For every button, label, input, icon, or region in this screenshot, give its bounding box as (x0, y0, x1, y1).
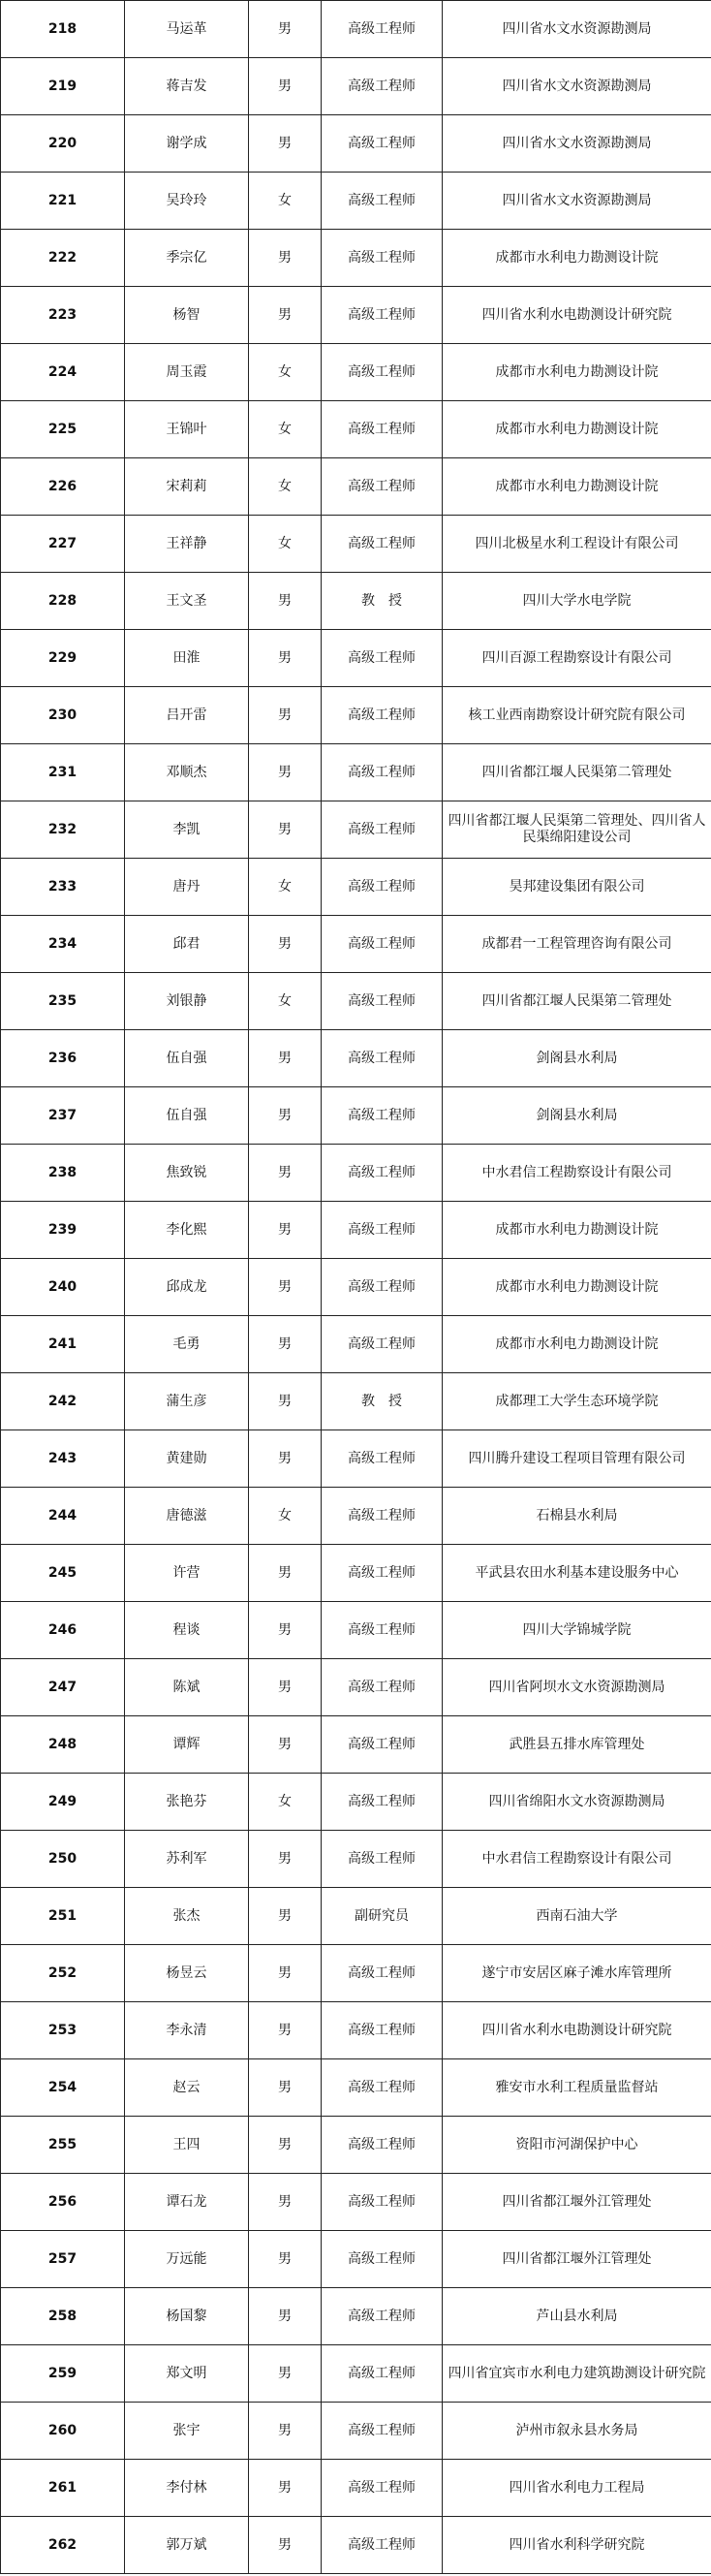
person-name: 郑文明 (125, 2345, 249, 2403)
table-row (1, 2403, 711, 2460)
work-unit: 成都市水利电力勘测设计院 (443, 1202, 711, 1259)
gender: 男 (249, 801, 322, 859)
work-unit: 成都市水利电力勘测设计院 (443, 1259, 711, 1316)
person-name: 程谈 (125, 1602, 249, 1659)
row-number: 244 (1, 1488, 125, 1545)
professional-title: 高级工程师 (322, 1259, 443, 1316)
work-unit: 雅安市水利工程质量监督站 (443, 2059, 711, 2117)
work-unit: 中水君信工程勘察设计有限公司 (443, 1831, 711, 1888)
person-name: 万远能 (125, 2231, 249, 2288)
gender: 男 (249, 1545, 322, 1602)
gender: 女 (249, 458, 322, 516)
person-name: 李永清 (125, 2002, 249, 2059)
work-unit: 四川省水文水资源勘测局 (443, 115, 711, 173)
gender: 男 (249, 230, 322, 287)
row-number: 235 (1, 973, 125, 1030)
person-name: 谭辉 (125, 1716, 249, 1774)
table-row (1, 1259, 711, 1316)
gender: 男 (249, 115, 322, 173)
work-unit: 四川省都江堰人民渠第二管理处、四川省人民渠绵阳建设公司 (443, 801, 711, 859)
person-name: 李付林 (125, 2460, 249, 2517)
professional-title: 高级工程师 (322, 1659, 443, 1716)
gender: 男 (249, 1259, 322, 1316)
work-unit: 石棉县水利局 (443, 1488, 711, 1545)
roster-body (1, 1, 711, 2574)
work-unit: 武胜县五排水库管理处 (443, 1716, 711, 1774)
work-unit: 资阳市河湖保护中心 (443, 2117, 711, 2174)
professional-title: 高级工程师 (322, 2117, 443, 2174)
table-row (1, 458, 711, 516)
person-name: 王文圣 (125, 573, 249, 630)
table-row (1, 1430, 711, 1488)
row-number: 250 (1, 1831, 125, 1888)
table-row (1, 1316, 711, 1373)
work-unit: 昊邦建设集团有限公司 (443, 859, 711, 916)
professional-title: 高级工程师 (322, 173, 443, 230)
row-number: 237 (1, 1087, 125, 1145)
professional-title: 高级工程师 (322, 1831, 443, 1888)
row-number: 258 (1, 2288, 125, 2345)
person-name: 宋莉莉 (125, 458, 249, 516)
table-row (1, 2288, 711, 2345)
row-number: 257 (1, 2231, 125, 2288)
row-number: 231 (1, 744, 125, 801)
professional-title: 高级工程师 (322, 2059, 443, 2117)
person-name: 王祥静 (125, 516, 249, 573)
table-row (1, 401, 711, 458)
person-name: 吴玲玲 (125, 173, 249, 230)
table-row (1, 287, 711, 344)
work-unit: 西南石油大学 (443, 1888, 711, 1945)
professional-title: 高级工程师 (322, 2002, 443, 2059)
professional-title: 高级工程师 (322, 1488, 443, 1545)
row-number: 223 (1, 287, 125, 344)
professional-title: 高级工程师 (322, 1774, 443, 1831)
table-row (1, 2117, 711, 2174)
table-row (1, 1202, 711, 1259)
person-name: 邓顺杰 (125, 744, 249, 801)
row-number: 232 (1, 801, 125, 859)
gender: 男 (249, 2517, 322, 2574)
gender: 男 (249, 2288, 322, 2345)
professional-title: 高级工程师 (322, 1545, 443, 1602)
row-number: 248 (1, 1716, 125, 1774)
work-unit: 中水君信工程勘察设计有限公司 (443, 1145, 711, 1202)
work-unit: 四川百源工程勘察设计有限公司 (443, 630, 711, 687)
table-row (1, 1888, 711, 1945)
gender: 男 (249, 1716, 322, 1774)
work-unit: 四川省水利电力工程局 (443, 2460, 711, 2517)
row-number: 259 (1, 2345, 125, 2403)
row-number: 230 (1, 687, 125, 744)
row-number: 233 (1, 859, 125, 916)
gender: 女 (249, 173, 322, 230)
row-number: 236 (1, 1030, 125, 1087)
professional-title: 高级工程师 (322, 516, 443, 573)
person-name: 赵云 (125, 2059, 249, 2117)
table-row (1, 173, 711, 230)
professional-title: 高级工程师 (322, 401, 443, 458)
person-name: 杨昱云 (125, 1945, 249, 2002)
gender: 男 (249, 1602, 322, 1659)
work-unit: 四川大学水电学院 (443, 573, 711, 630)
person-name: 王四 (125, 2117, 249, 2174)
work-unit: 四川大学锦城学院 (443, 1602, 711, 1659)
table-row (1, 1831, 711, 1888)
row-number: 255 (1, 2117, 125, 2174)
professional-title: 高级工程师 (322, 2345, 443, 2403)
professional-title: 高级工程师 (322, 1602, 443, 1659)
work-unit: 四川省都江堰外江管理处 (443, 2174, 711, 2231)
gender: 男 (249, 916, 322, 973)
gender: 男 (249, 2231, 322, 2288)
professional-title: 高级工程师 (322, 1716, 443, 1774)
table-row (1, 1602, 711, 1659)
work-unit: 成都市水利电力勘测设计院 (443, 1316, 711, 1373)
row-number: 219 (1, 58, 125, 115)
professional-title: 高级工程师 (322, 744, 443, 801)
table-row (1, 801, 711, 859)
professional-title: 高级工程师 (322, 1145, 443, 1202)
gender: 男 (249, 630, 322, 687)
work-unit: 成都市水利电力勘测设计院 (443, 344, 711, 401)
gender: 男 (249, 1, 322, 58)
work-unit: 四川省阿坝水文水资源勘测局 (443, 1659, 711, 1716)
table-row (1, 1945, 711, 2002)
work-unit: 核工业西南勘察设计研究院有限公司 (443, 687, 711, 744)
gender: 男 (249, 1373, 322, 1430)
person-name: 马运革 (125, 1, 249, 58)
row-number: 220 (1, 115, 125, 173)
person-name: 谢学成 (125, 115, 249, 173)
person-name: 蒋吉发 (125, 58, 249, 115)
professional-title: 高级工程师 (322, 287, 443, 344)
table-row (1, 744, 711, 801)
table-row (1, 1488, 711, 1545)
professional-title: 高级工程师 (322, 2288, 443, 2345)
table-row (1, 2002, 711, 2059)
gender: 男 (249, 1659, 322, 1716)
professional-title: 高级工程师 (322, 630, 443, 687)
work-unit: 四川腾升建设工程项目管理有限公司 (443, 1430, 711, 1488)
row-number: 218 (1, 1, 125, 58)
table-row (1, 630, 711, 687)
table-row (1, 2460, 711, 2517)
table-row (1, 58, 711, 115)
gender: 男 (249, 1087, 322, 1145)
work-unit: 成都市水利电力勘测设计院 (443, 401, 711, 458)
work-unit: 成都市水利电力勘测设计院 (443, 230, 711, 287)
table-row (1, 1659, 711, 1716)
table-row (1, 2174, 711, 2231)
table-row (1, 859, 711, 916)
person-name: 伍自强 (125, 1030, 249, 1087)
professional-title: 高级工程师 (322, 1, 443, 58)
professional-title: 教 授 (322, 1373, 443, 1430)
gender: 男 (249, 2002, 322, 2059)
person-name: 王锦叶 (125, 401, 249, 458)
work-unit: 四川省都江堰人民渠第二管理处 (443, 973, 711, 1030)
person-name: 伍自强 (125, 1087, 249, 1145)
person-name: 张宇 (125, 2403, 249, 2460)
person-name: 邱君 (125, 916, 249, 973)
gender: 女 (249, 344, 322, 401)
professional-title: 高级工程师 (322, 1202, 443, 1259)
row-number: 251 (1, 1888, 125, 1945)
gender: 男 (249, 1316, 322, 1373)
professional-title: 高级工程师 (322, 1316, 443, 1373)
person-name: 李化熙 (125, 1202, 249, 1259)
person-name: 张艳芬 (125, 1774, 249, 1831)
work-unit: 四川省都江堰人民渠第二管理处 (443, 744, 711, 801)
work-unit: 四川省水文水资源勘测局 (443, 58, 711, 115)
professional-title: 高级工程师 (322, 801, 443, 859)
person-name: 吕开雷 (125, 687, 249, 744)
work-unit: 四川省都江堰外江管理处 (443, 2231, 711, 2288)
person-name: 杨智 (125, 287, 249, 344)
gender: 男 (249, 1945, 322, 2002)
person-name: 唐丹 (125, 859, 249, 916)
gender: 男 (249, 687, 322, 744)
gender: 女 (249, 973, 322, 1030)
gender: 男 (249, 58, 322, 115)
row-number: 240 (1, 1259, 125, 1316)
table-row (1, 1145, 711, 1202)
row-number: 261 (1, 2460, 125, 2517)
gender: 女 (249, 401, 322, 458)
table-row (1, 687, 711, 744)
gender: 男 (249, 1202, 322, 1259)
work-unit: 四川省水利水电勘测设计研究院 (443, 2002, 711, 2059)
professional-title: 高级工程师 (322, 2460, 443, 2517)
row-number: 222 (1, 230, 125, 287)
person-name: 黄建勋 (125, 1430, 249, 1488)
work-unit: 四川省水利水电勘测设计研究院 (443, 287, 711, 344)
work-unit: 四川省宜宾市水利电力建筑勘测设计研究院 (443, 2345, 711, 2403)
table-row (1, 115, 711, 173)
table-row (1, 1030, 711, 1087)
professional-title: 高级工程师 (322, 916, 443, 973)
professional-title: 副研究员 (322, 1888, 443, 1945)
table-row (1, 230, 711, 287)
table-row (1, 516, 711, 573)
professional-title: 高级工程师 (322, 115, 443, 173)
table-row (1, 916, 711, 973)
row-number: 256 (1, 2174, 125, 2231)
professional-title: 教 授 (322, 573, 443, 630)
table-row (1, 2345, 711, 2403)
person-name: 唐德滋 (125, 1488, 249, 1545)
person-name: 蒲生彦 (125, 1373, 249, 1430)
gender: 女 (249, 516, 322, 573)
table-row (1, 2059, 711, 2117)
work-unit: 四川省水利科学研究院 (443, 2517, 711, 2574)
professional-title: 高级工程师 (322, 344, 443, 401)
person-name: 李凯 (125, 801, 249, 859)
professional-title: 高级工程师 (322, 230, 443, 287)
gender: 男 (249, 2460, 322, 2517)
work-unit: 成都君一工程管理咨询有限公司 (443, 916, 711, 973)
person-name: 周玉霞 (125, 344, 249, 401)
row-number: 245 (1, 1545, 125, 1602)
row-number: 238 (1, 1145, 125, 1202)
row-number: 228 (1, 573, 125, 630)
row-number: 246 (1, 1602, 125, 1659)
table-row (1, 1545, 711, 1602)
gender: 男 (249, 744, 322, 801)
person-name: 郭万斌 (125, 2517, 249, 2574)
gender: 男 (249, 1430, 322, 1488)
table-row (1, 973, 711, 1030)
work-unit: 成都理工大学生态环境学院 (443, 1373, 711, 1430)
row-number: 262 (1, 2517, 125, 2574)
row-number: 226 (1, 458, 125, 516)
row-number: 234 (1, 916, 125, 973)
gender: 女 (249, 1774, 322, 1831)
table-row (1, 1, 711, 58)
person-name: 田淮 (125, 630, 249, 687)
person-name: 邱成龙 (125, 1259, 249, 1316)
professional-title: 高级工程师 (322, 2174, 443, 2231)
row-number: 260 (1, 2403, 125, 2460)
professional-title: 高级工程师 (322, 1430, 443, 1488)
work-unit: 四川北极星水利工程设计有限公司 (443, 516, 711, 573)
person-name: 毛勇 (125, 1316, 249, 1373)
row-number: 221 (1, 173, 125, 230)
row-number: 224 (1, 344, 125, 401)
row-number: 239 (1, 1202, 125, 1259)
table-row (1, 1373, 711, 1430)
professional-title: 高级工程师 (322, 2517, 443, 2574)
row-number: 229 (1, 630, 125, 687)
row-number: 242 (1, 1373, 125, 1430)
person-name: 苏利军 (125, 1831, 249, 1888)
row-number: 227 (1, 516, 125, 573)
work-unit: 四川省绵阳水文水资源勘测局 (443, 1774, 711, 1831)
row-number: 247 (1, 1659, 125, 1716)
professional-title: 高级工程师 (322, 2403, 443, 2460)
work-unit: 剑阁县水利局 (443, 1087, 711, 1145)
work-unit: 剑阁县水利局 (443, 1030, 711, 1087)
professional-title: 高级工程师 (322, 859, 443, 916)
table-row (1, 573, 711, 630)
work-unit: 泸州市叙永县水务局 (443, 2403, 711, 2460)
person-name: 杨国黎 (125, 2288, 249, 2345)
row-number: 241 (1, 1316, 125, 1373)
row-number: 254 (1, 2059, 125, 2117)
professional-title: 高级工程师 (322, 58, 443, 115)
professional-title: 高级工程师 (322, 458, 443, 516)
professional-title: 高级工程师 (322, 2231, 443, 2288)
table-row (1, 1716, 711, 1774)
gender: 男 (249, 2059, 322, 2117)
row-number: 252 (1, 1945, 125, 2002)
person-name: 季宗亿 (125, 230, 249, 287)
person-name: 谭石龙 (125, 2174, 249, 2231)
person-name: 刘银静 (125, 973, 249, 1030)
professional-title: 高级工程师 (322, 1945, 443, 2002)
gender: 男 (249, 2174, 322, 2231)
row-number: 253 (1, 2002, 125, 2059)
person-name: 焦致锐 (125, 1145, 249, 1202)
table-row (1, 2517, 711, 2574)
gender: 男 (249, 573, 322, 630)
professional-title: 高级工程师 (322, 1087, 443, 1145)
table-row (1, 1087, 711, 1145)
professional-title: 高级工程师 (322, 687, 443, 744)
gender: 男 (249, 1145, 322, 1202)
work-unit: 四川省水文水资源勘测局 (443, 173, 711, 230)
table-row (1, 2231, 711, 2288)
person-name: 张杰 (125, 1888, 249, 1945)
work-unit: 四川省水文水资源勘测局 (443, 1, 711, 58)
professional-title: 高级工程师 (322, 973, 443, 1030)
table-row (1, 344, 711, 401)
person-name: 许营 (125, 1545, 249, 1602)
gender: 男 (249, 2345, 322, 2403)
row-number: 243 (1, 1430, 125, 1488)
work-unit: 遂宁市安居区麻子滩水库管理所 (443, 1945, 711, 2002)
work-unit: 平武县农田水利基本建设服务中心 (443, 1545, 711, 1602)
gender: 男 (249, 1030, 322, 1087)
table-row (1, 1774, 711, 1831)
work-unit: 芦山县水利局 (443, 2288, 711, 2345)
gender: 男 (249, 2117, 322, 2174)
gender: 男 (249, 1831, 322, 1888)
professional-title: 高级工程师 (322, 1030, 443, 1087)
work-unit: 成都市水利电力勘测设计院 (443, 458, 711, 516)
row-number: 225 (1, 401, 125, 458)
row-number: 249 (1, 1774, 125, 1831)
gender: 男 (249, 1888, 322, 1945)
gender: 女 (249, 1488, 322, 1545)
gender: 女 (249, 859, 322, 916)
person-name: 陈斌 (125, 1659, 249, 1716)
gender: 男 (249, 287, 322, 344)
gender: 男 (249, 2403, 322, 2460)
